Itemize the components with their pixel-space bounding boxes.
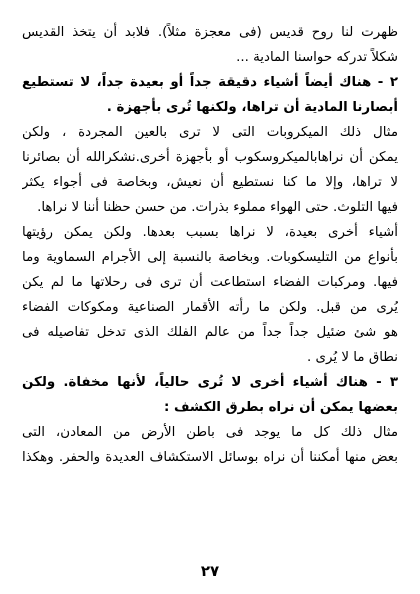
text-line-8: فيها التلوث. حتى الهواء مملوء بذرات. من حسن حظنا أننا لا نراها.	[37, 200, 398, 215]
text-line-6: يمكن أن نراهابالميكروسكوب أو بأجهزة أخرى.نشكرالله أن بصائرنا	[22, 150, 398, 165]
page-number: ٢٧	[200, 562, 220, 580]
text-line-13: هو شئ ضئيل جداً جداً من عالم الفلك الذى تدخل تفاصيله فى	[22, 325, 398, 340]
text-line-17: مثال ذلك كل ما يوجد فى باطن الأرض من المعادن، التى	[22, 425, 398, 440]
page-body	[22, 20, 398, 470]
text-line-2: شكلاً تدركه حواسنا المادية ...	[236, 50, 398, 65]
text-line-18: بعض منها أمكننا أن نراه بوسائل الاستكشاف العديدة والحفر. وهكذا	[22, 450, 398, 465]
text-line-10: بأنواع من التليسكوبات. وبخاصة بالنسبة إلى الأجرام السماوية وما	[22, 250, 398, 265]
text-line-14: نطاق ما لا يُرى .	[307, 350, 398, 365]
numbered-point-2-line-1: ٢ - هناك أيضاً أشياء دقيقة جداً أو بعيدة جداً، لا تستطيع	[22, 75, 398, 90]
text-line-5: مثال ذلك الميكروبات التى لا ترى بالعين المجردة ، ولكن	[22, 125, 398, 140]
numbered-point-2-line-2: أبصارنا المادية أن تراها، ولكنها تُرى بأجهزة .	[106, 100, 398, 115]
numbered-point-3-line-2: بعضها يمكن أن نراه بطرق الكشف :	[163, 400, 398, 415]
numbered-point-3-line-1: ٣ - هناك أشياء أخرى لا تُرى حالياً، لأنها مخفاة. ولكن	[22, 375, 398, 390]
text-line-11: فيها. ومركبات الفضاء استطاعت أن ترى فى رحلاتها ما لم يكن	[22, 275, 398, 290]
text-line-12: يُرى من قبل. ولكن ما رأته الأقمار الصناعية ومكوكات الفضاء	[22, 300, 398, 315]
text-line-7: لا تراها، وإلا ما كنا نستطيع أن نعيش، وبخاصة فى أجواء يكثر	[22, 175, 398, 190]
text-line-1: ظهرت لنا روح قديس (فى معجزة مثلاً). فلابد أن يتخذ القديس	[22, 25, 398, 40]
text-line-9: أشياء أخرى بعيدة، لا نراها بسبب بعدها. ولكن يمكن رؤيتها	[22, 225, 398, 240]
